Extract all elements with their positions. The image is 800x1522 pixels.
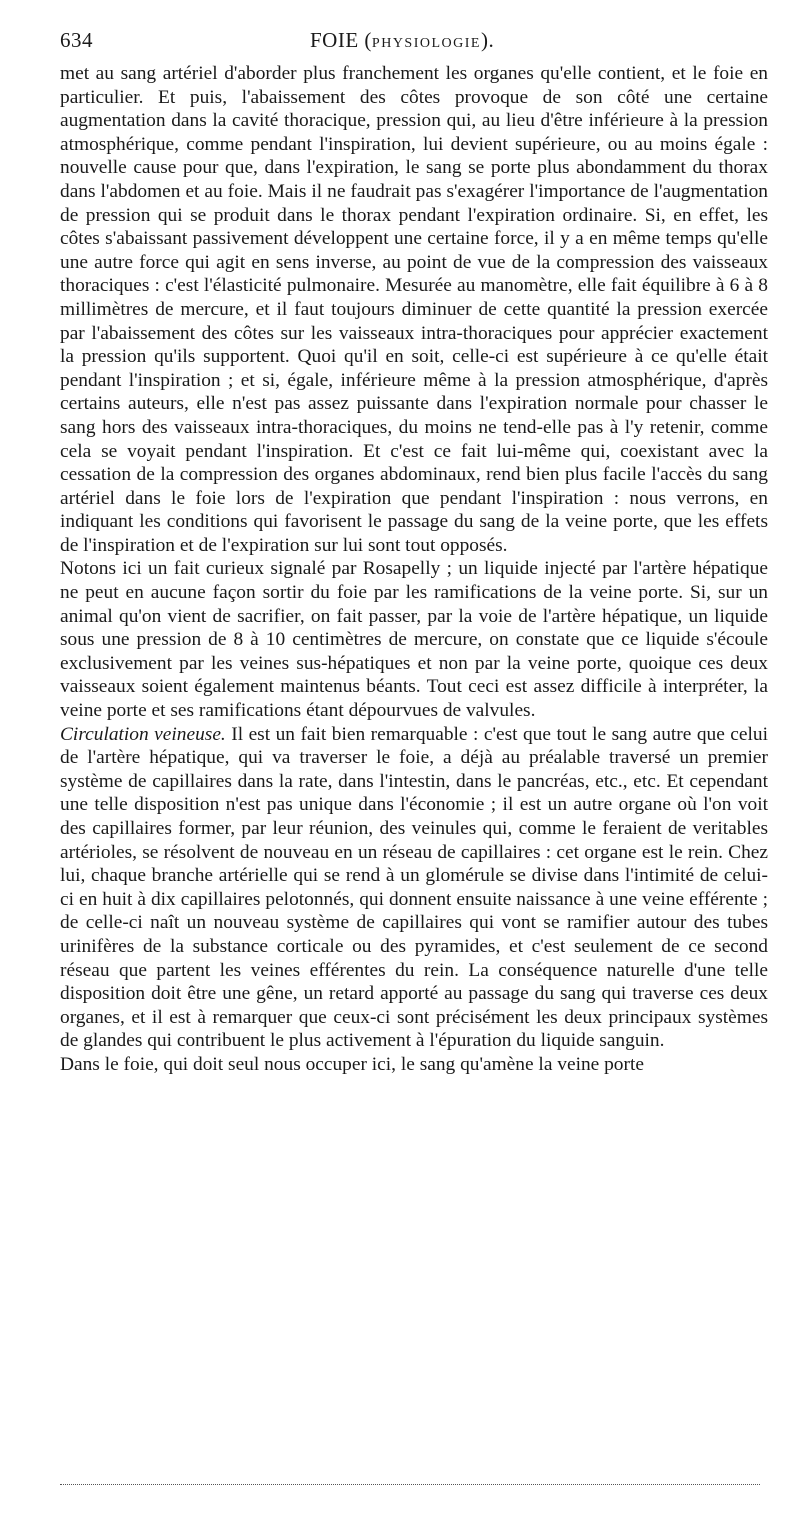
paragraph-2 [60,557,768,722]
page-number: 634 [60,28,93,52]
body-text [60,62,768,1077]
running-title-smallcaps: PHYSIOLOGIE [371,36,481,51]
paragraph-3-text: Il est un fait bien remarquable : c'est que tout le sang autre que celui de l'artère hépatique, qui va traverser le foie, a déjà au préalable traversé un premier système de capillaires dans la rate, dans l'intestin, dans le pancréas, etc., etc. Et cependant une telle disposition n'est pas unique dans l'économie ; il est un autre organe où l'on voit des capillaires former, par leur réunion, des veinules qui, comme le feraient de veritables artérioles, se résolvent de nouveau en un réseau de capillaires : cet organe est le rein. Chez lui, chaque branche artérielle qui se rend à un glomérule se divise dans l'intimité de celui-ci en huit à dix capillaires pelotonnés, qui donnent ensuite naissance à une veine efférente ; de celle-ci naît un nouveau système de capillaires qui vont se ramifier autour des tubes urinifères de la substance corticale ou des pyramides, et c'est seulement de ce second réseau que partent les veines efférentes du rein. La conséquence naturelle d'une telle disposition doit être une gêne, un retard apporté au passage du sang qui traverse ces deux organes, et il est à remarquer que ceux-ci sont précisément les deux principaux systèmes de glandes qui contribuent le plus activement à l'épuration du liquide sanguin. [60,723,768,1052]
paragraph-2-text: Notons ici un fait curieux signalé par Rosapelly ; un liquide injecté par l'artère hépatique ne peut en aucune façon sortir du foie par les ramifications de la veine porte. Si, sur un animal qu'on vient de sacrifier, on fait passer, par la voie de l'artère hépatique, un liquide sous une pression de 8 à 10 centimètres de mercure, on constate que ce liquide s'écoule exclusivement par les veines sus-hépatiques et non par la veine porte, quoique ces deux vaisseaux soient également maintenus béants. Tout ceci est assez difficile à interpréter, la veine porte et ses ramifications étant dépourvues de valvules. [60,558,768,722]
footer-dotted-rule [60,1484,760,1485]
running-header [60,28,768,58]
running-title [310,28,494,53]
section-heading-circulation-veineuse: Circulation veineuse. [60,723,226,745]
paragraph-4-text: Dans le foie, qui doit seul nous occuper ici, le sang qu'amène la veine porte [60,1053,644,1075]
paragraph-3 [60,723,768,1053]
running-title-end: ). [480,28,495,52]
paragraph-4 [60,1053,768,1077]
paragraph-1 [60,62,768,557]
running-title-main: FOIE ( [310,28,372,52]
book-page [60,28,768,1077]
paragraph-1-text: met au sang artériel d'aborder plus franchement les organes qu'elle contient, et le foie en particulier. Et puis, l'abaissement des côtes provoque de son côté une certaine augmentation dans la cavité thoracique, pression qui, au lieu d'être inférieure à la pression atmosphérique, comme pendant l'inspiration, lui devient supérieure, ou au moins égale : nouvelle cause pour que, dans l'expiration, le sang se porte plus abondamment du thorax dans l'abdomen et au foie. Mais il ne faudrait pas s'exagérer l'importance de l'augmentation de pression qui se produit dans le thorax pendant l'expiration ordinaire. Si, en effet, les côtes s'abaissant passivement développent une certaine force, il y a en même temps qu'elle une autre force qui agit en sens inverse, au point de vue de la compression des vaisseaux thoraciques : c'est l'élasticité pulmonaire. Mesurée au manomètre, elle fait équilibre à 6 à 8 millimètres de mercure, et il faut toujours diminuer de cette quantité la pression exercée par l'abaissement des côtes sur les vaisseaux intra-thoraciques pour apprécier exactement la pression qu'ils supportent. Quoi qu'il en soit, celle-ci est supérieure à ce qu'elle était pendant l'inspiration ; et si, égale, inférieure même à la pression atmosphérique, d'après certains auteurs, elle n'est pas assez puissante dans l'expiration normale pour chasser le sang hors des vaisseaux intra-thoraciques, du moins ne tend-elle pas à l'y retenir, comme cela se voyait pendant l'inspiration. Et c'est ce fait lui-même qui, coexistant avec la cessation de la compression des organes abdominaux, rend bien plus facile l'accès du sang artériel dans le foie lors de l'expiration que pendant l'inspiration : nous verrons, en indiquant les conditions qui favorisent le passage du sang de la veine porte, que les effets de l'inspiration et de l'expiration sur lui sont tout opposés. [60,63,768,556]
